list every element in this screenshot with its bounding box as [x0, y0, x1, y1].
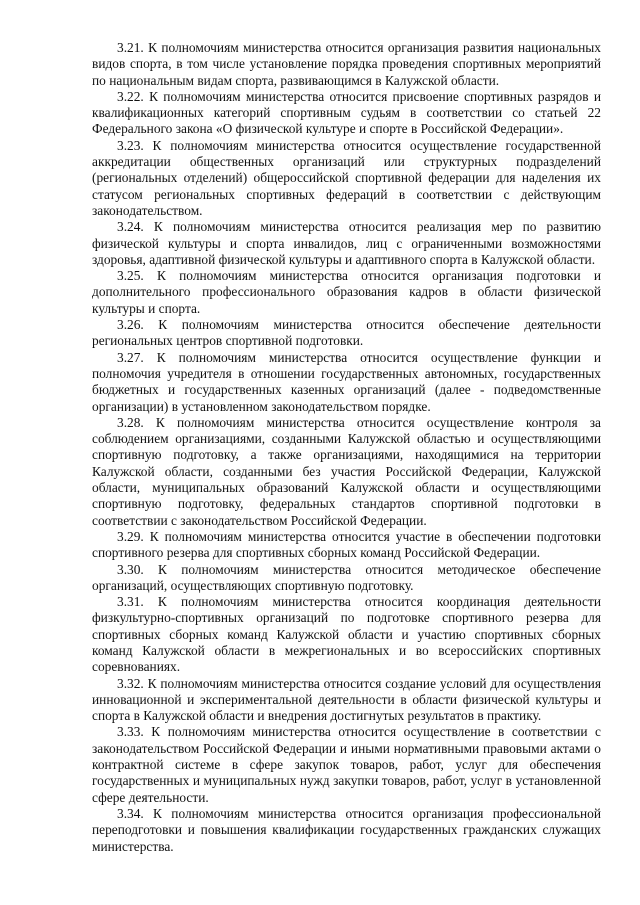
- paragraph-3-21: 3.21. К полномочиям министерства относится организация развития национальных видов спорта, в том числе установление порядка проведения спортивных мероприятий по национальным видам спорта, развивающимся в Калужской области.: [92, 40, 601, 88]
- paragraph-3-23: 3.23. К полномочиям министерства относится осуществление государственной аккредитации общественных организаций или структурных подразделений (региональных отделений) общероссийской спортивной федерации для наделения их статусом региональных спортивных федераций в соответствии с действующим законодательством.: [92, 137, 601, 218]
- paragraph-3-32: 3.32. К полномочиям министерства относится создание условий для осуществления инновационной и экспериментальной деятельности в области физической культуры и спорта в Калужской области и внедрения достигнутых результатов в практику.: [92, 675, 601, 724]
- paragraph-3-29: 3.29. К полномочиям министерства относится участие в обеспечении подготовки спортивного резерва для спортивных сборных команд Российской Федерации.: [92, 528, 601, 561]
- paragraph-3-24: 3.24. К полномочиям министерства относится реализация мер по развитию физической культуры и спорта инвалидов, лиц с ограниченными возможностями здоровья, адаптивной физической культуры и адаптивного спорта в Калужской области.: [92, 219, 601, 267]
- document-body: [92, 40, 601, 855]
- paragraph-3-25: 3.25. К полномочиям министерства относится организация подготовки и дополнительного профессионального образования кадров в области физической культуры и спорта.: [92, 268, 601, 316]
- paragraph-3-28: 3.28. К полномочиям министерства относится осуществление контроля за соблюдением организациями, созданными Калужской областью и осуществляющими спортивную подготовку, а также организациями, находящимися на территории Калужской области, созданными без участия Российской Федерации, Калужской области, муниципальных образований Калужской области и осуществляющими спортивную подготовку, федеральных стандартов спортивной подготовки в соответствии с законодательством Российской Федерации.: [92, 414, 601, 528]
- paragraph-3-33: 3.33. К полномочиям министерства относится осуществление в соответствии с законодательством Российской Федерации и иными нормативными правовыми актами о контрактной системе в сфере закупок товаров, работ, услуг для обеспечения государственных и муниципальных нужд закупки товаров, работ, услуг в установленной сфере деятельности.: [92, 724, 601, 805]
- paragraph-3-30: 3.30. К полномочиям министерства относится методическое обеспечение организаций, осуществляющих спортивную подготовку.: [92, 561, 601, 593]
- paragraph-3-31: 3.31. К полномочиям министерства относится координация деятельности физкультурно-спортивных организаций по подготовке спортивного резерва для спортивных сборных команд Калужской области и участию спортивных сборных команд Калужской области в межрегиональных и во всероссийских спортивных соревнованиях.: [92, 594, 601, 675]
- paragraph-3-27: 3.27. К полномочиям министерства относится осуществление функции и полномочия учредителя в отношении государственных автономных, государственных бюджетных и государственных казенных организаций (далее - подведомственные организации) в установленном законодательством порядке.: [92, 349, 601, 414]
- paragraph-3-26: 3.26. К полномочиям министерства относится обеспечение деятельности региональных центров спортивной подготовки.: [92, 317, 601, 349]
- paragraph-3-34: 3.34. К полномочиям министерства относится организация профессиональной переподготовки и повышения квалификации государственных гражданских служащих министерства.: [92, 805, 601, 854]
- paragraph-3-22: 3.22. К полномочиям министерства относится присвоение спортивных разрядов и квалификационных категорий спортивным судьям в соответствии со статьей 22 Федерального закона «О физической культуре и спорте в Российской Федерации».: [92, 88, 601, 137]
